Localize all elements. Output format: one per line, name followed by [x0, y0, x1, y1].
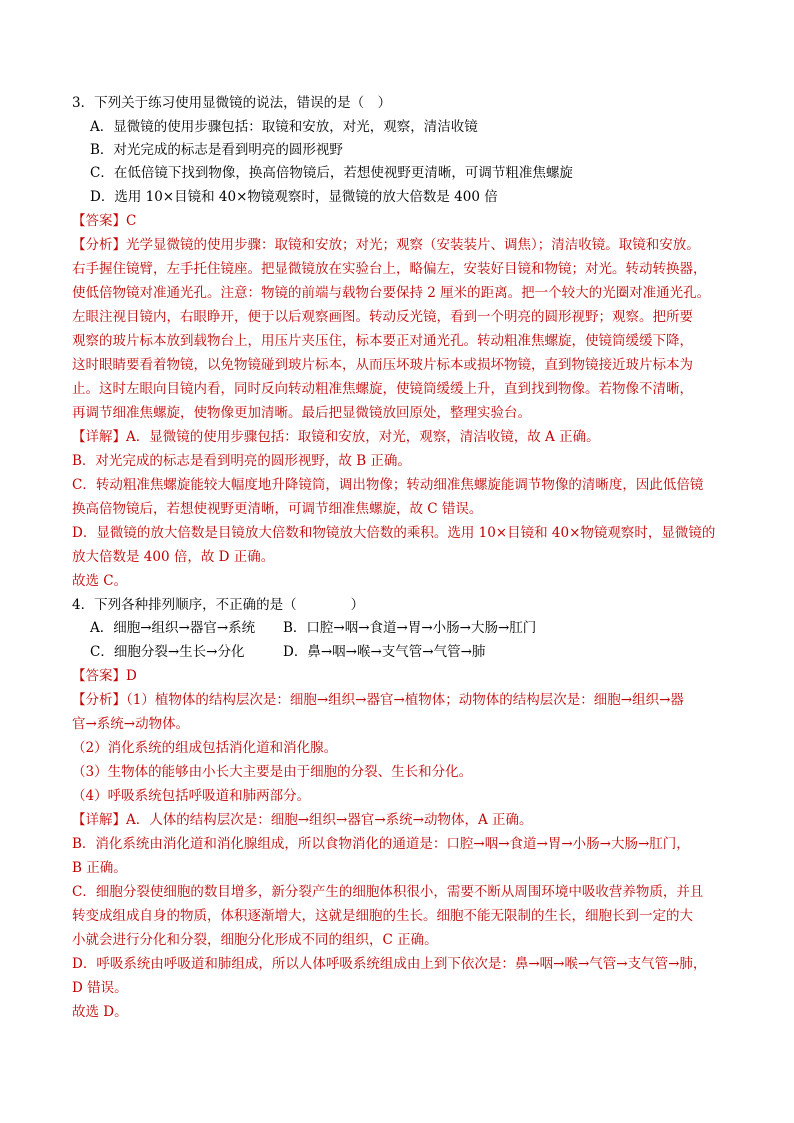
question-4-options-row-2 [90, 641, 724, 663]
question-4-detail-line-2: B．消化系统由消化道和消化腺组成，所以食物消化的通道是：口腔→咽→食道→胃→小肠→大肠→肛门， [72, 836, 690, 852]
answer-tag: 【答案】 [72, 668, 126, 684]
detail-text: A．显微镜的使用步骤包括：取镜和安放，对光，观察，清洁收镜，故 A 正确。 [126, 429, 600, 445]
question-4-detail-line-4: C．细胞分裂使细胞的数目增多，新分裂产生的细胞体积很小，需要不断从周围环境中吸收营养物质，并且 [72, 884, 704, 900]
question-4-stem: 4．下列各种排列顺序，不正确的是（ ） [72, 597, 365, 613]
question-3-analysis-line-2: 右手握住镜臂，左手托住镜座。把显微镜放在实验台上，略偏左，安装好目镜和物镜；对光。转动转换器， [72, 261, 707, 277]
question-3-option-d: D．选用 10×目镜和 40×物镜观察时，显微镜的放大倍数是 400 倍 [90, 189, 498, 205]
detail-tag: 【详解】 [72, 812, 126, 828]
question-4-analysis-line-3: （2）消化系统的组成包括消化道和消化腺。 [72, 740, 338, 756]
analysis-tag: 【分析】 [72, 692, 126, 708]
question-3-analysis-line-5: 观察的玻片标本放到载物台上，用压片夹压住，标本要正对通光孔。转动粗准焦螺旋，使镜筒缓缓下降， [72, 333, 693, 349]
question-4-analysis-line-4: （3）生物体的能够由小长大主要是由于细胞的分裂、生长和分化。 [72, 764, 473, 780]
question-4-detail-line-3: B 正确。 [72, 860, 127, 876]
question-4-analysis-line-5: （4）呼吸系统包括呼吸道和肺两部分。 [72, 788, 311, 804]
analysis-text: 光学显微镜的使用步骤：取镜和安放；对光；观察（安装装片、调焦）；清洁收镜。取镜和安放。 [126, 237, 700, 253]
question-3-detail-line-2: B．对光完成的标志是看到明亮的圆形视野，故 B 正确。 [72, 453, 411, 469]
question-3-analysis-line-7: 止。这时左眼向目镜内看，同时反向转动粗准焦螺旋，使镜筒缓缓上升，直到找到物像。若物像不清晰， [72, 381, 693, 397]
question-3-analysis-line-4: 左眼注视目镜内，右眼睁开，便于以后观察画图。转动反光镜，看到一个明亮的圆形视野；观察。把所要 [72, 309, 693, 325]
answer-tag: 【答案】 [72, 213, 126, 229]
question-3-option-c: C．在低倍镜下找到物像，换高倍物镜后，若想使视野更清晰，可调节粗准焦螺旋 [90, 165, 573, 181]
question-4-option-a: A．细胞→组织→器官→系统 [90, 620, 256, 636]
question-3-detail-line-4: 换高倍物镜后，若想使视野更清晰，可调节细准焦螺旋，故 C 错误。 [72, 501, 483, 517]
question-3-analysis-line-8: 再调节细准焦螺旋，使物像更加清晰。最后把显微镜放回原处，整理实验台。 [72, 405, 531, 421]
detail-text: A．人体的结构层次是：细胞→组织→器官→系统→动物体，A 正确。 [126, 812, 533, 828]
question-4-answer [72, 665, 724, 687]
question-4-options-row-1 [90, 617, 724, 639]
question-4-conclusion: 故选 D。 [72, 1004, 128, 1020]
question-3-detail-line-6: 放大倍数是 400 倍，故 D 正确。 [72, 549, 275, 565]
question-4-analysis-line-2: 官→系统→动物体。 [72, 716, 190, 732]
question-3-detail-line-1 [72, 426, 724, 448]
question-4-option-d: D．鼻→咽→喉→支气管→气管→肺 [283, 644, 486, 660]
question-4-option-c: C．细胞分裂→生长→分化 [90, 644, 245, 660]
question-3-analysis-line-1 [72, 234, 724, 256]
question-3-option-b: B．对光完成的标志是看到明亮的圆形视野 [90, 142, 343, 158]
question-3-answer [72, 210, 724, 232]
question-4-option-b: B．口腔→咽→食道→胃→小肠→大肠→肛门 [283, 620, 537, 636]
question-4-detail-line-1 [72, 809, 724, 831]
question-3-analysis-line-6: 这时眼睛要看着物镜，以免物镜碰到玻片标本，从而压坏玻片标本或损坏物镜，直到物镜接近玻片标本为 [72, 357, 693, 373]
analysis-tag: 【分析】 [72, 237, 126, 253]
analysis-text: （1）植物体的结构层次是：细胞→组织→器官→植物体；动物体的结构层次是：细胞→组织→器 [126, 692, 684, 708]
detail-tag: 【详解】 [72, 429, 126, 445]
question-3-analysis-line-3: 使低倍物镜对准通光孔。注意：物镜的前端与载物台要保持 2 厘米的距离。把一个较大的光圈对准通光孔。 [72, 285, 711, 301]
question-3-detail-line-3: C．转动粗准焦螺旋能较大幅度地升降镜筒，调出物像；转动细准焦螺旋能调节物像的清晰度，因此低倍镜 [72, 477, 704, 493]
question-4-detail-line-5: 转变成组成自身的物质，体积逐渐增大，这就是细胞的生长。细胞不能无限制的生长，细胞长到一定的大 [72, 908, 693, 924]
question-4-detail-line-8: D 错误。 [72, 980, 128, 996]
question-3-stem: 3．下列关于练习使用显微镜的说法，错误的是（ ） [72, 95, 392, 111]
question-3-detail-line-5: D．显微镜的放大倍数是目镜放大倍数和物镜放大倍数的乘积。选用 10×目镜和 40×物镜观察时，显微镜的 [72, 525, 716, 541]
answer-value: D [126, 668, 137, 684]
answer-value: C [126, 213, 137, 229]
question-3-option-a: A．显微镜的使用步骤包括：取镜和安放，对光，观察，清洁收镜 [90, 119, 478, 135]
question-3-conclusion: 故选 C。 [72, 573, 128, 589]
question-4-analysis-line-1 [72, 689, 724, 711]
question-4-detail-line-7: D．呼吸系统由呼吸道和肺组成，所以人体呼吸系统组成由上到下依次是：鼻→咽→喉→气管→支气管→肺， [72, 956, 707, 972]
question-4-detail-line-6: 小就会进行分化和分裂，细胞分化形成不同的组织，C 正确。 [72, 932, 438, 948]
